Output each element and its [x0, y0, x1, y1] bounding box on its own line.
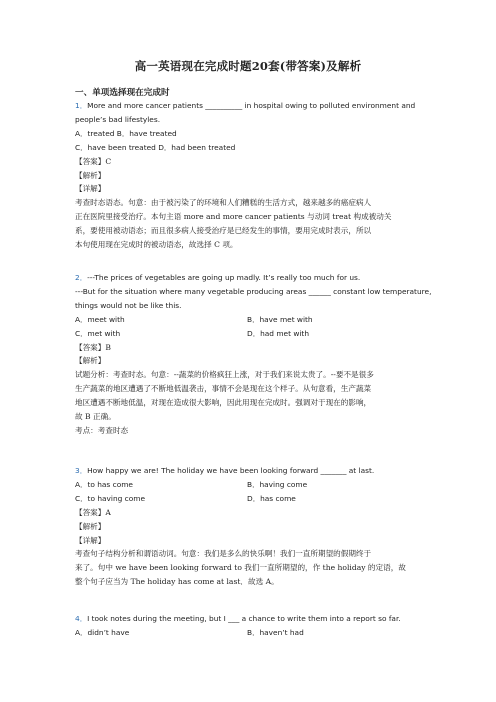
detail-label: 【详解】 — [75, 535, 106, 545]
explanation-line: 试题分析：考查时态。句意：--蔬菜的价格疯狂上涨，对于我们来说太贵了。--要不是很多 — [75, 370, 374, 380]
options-row — [75, 327, 420, 341]
explanation-line: 正在医院里接受治疗。本句主语 more and more cancer patients 与动词 treat 构成被动关 — [75, 212, 392, 222]
page-title: 高一英语现在完成时题20套(带答案)及解析 — [134, 59, 362, 73]
explanation-line: 系，要使用被动语态；而且很多病人接受治疗是已经发生的事情，要用完成时表示，所以 — [75, 226, 372, 236]
option-a: A．didn’t have — [75, 627, 130, 637]
explanation-line: 考查句子结构分析和谓语动词。句意：我们是多么的快乐啊！我们一直所期望的假期终于 — [75, 549, 372, 559]
section-heading: 一、单项选择现在完成时 — [75, 88, 170, 98]
options-row — [75, 626, 420, 640]
explanation-line: 来了。句中 we have been looking forward to 我们一直所期望的，作 the holiday 的定语，故 — [75, 563, 406, 573]
explanation-line: 生产蔬菜的地区遭遇了不断地低温袭击，事情不会是现在这个样子。从句意看，生产蔬菜 — [75, 384, 372, 394]
question-stem-line: ---But for the situation where many vegetable producing areas ______ constant low temperature, — [75, 286, 432, 296]
question-stem-line: ---The prices of vegetables are going up madly. It’s really too much for us. — [87, 273, 361, 282]
test-point: 考点：考查时态 — [75, 425, 129, 435]
answer-label: 【答案】C — [75, 156, 112, 166]
question-stem-line: things would not be like this. — [75, 300, 182, 310]
options-row — [75, 492, 420, 506]
options-row — [75, 313, 420, 327]
analysis-label: 【解析】 — [75, 356, 106, 366]
question-2 — [75, 271, 432, 438]
explanation-line: 故 B 正确。 — [75, 412, 116, 422]
option-b: B．having come — [247, 479, 308, 489]
answer-label: 【答案】B — [75, 342, 111, 352]
answer-label: 【答案】A — [75, 507, 111, 517]
question-number: 3． — [75, 466, 88, 475]
options-line: C．have been treated D．had been treated — [75, 142, 236, 152]
question-number: 4． — [75, 614, 88, 623]
question-stem-line: How happy we are! The holiday we have been looking forward _______ at last. — [87, 466, 375, 475]
question-stem-line: I took notes during the meeting, but I ___ a chance to write them into a report so far. — [87, 614, 401, 623]
question-number: 1． — [75, 101, 88, 110]
options-row — [75, 478, 420, 492]
option-d: D．had met with — [247, 328, 310, 338]
option-d: D．has come — [247, 493, 296, 503]
explanation-line: 地区遭遇不断地低温，对现在造成很大影响，因此用现在完成时。强调对于现在的影响， — [75, 398, 372, 408]
explanation-line: 考查时态语态。句意：由于被污染了的环境和人们糟糕的生活方式，越来越多的癌症病人 — [75, 198, 372, 208]
option-a: A．to has come — [75, 479, 133, 489]
question-3 — [75, 464, 420, 589]
options-line: A．treated B．have treated — [75, 128, 177, 138]
question-1 — [75, 99, 420, 252]
explanation-line: 本句使用现在完成时的被动语态，故选择 C 项。 — [75, 240, 238, 250]
analysis-label: 【解析】 — [75, 521, 106, 531]
option-b: B．haven’t had — [247, 627, 304, 637]
question-stem-line: More and more cancer patients __________ in hospital owing to polluted environment and — [87, 101, 416, 110]
explanation-line: 整个句子应当为 The holiday has come at last．故选 A。 — [75, 577, 279, 587]
option-c: C．to having come — [75, 493, 146, 503]
option-c: C．met with — [75, 328, 121, 338]
analysis-label: 【解析】 — [75, 170, 106, 180]
question-4 — [75, 612, 420, 640]
option-b: B．have met with — [247, 314, 313, 324]
question-stem-line: people’s bad lifestyles. — [75, 114, 161, 124]
option-a: A．meet with — [75, 314, 125, 324]
question-number: 2． — [75, 273, 88, 282]
detail-label: 【详解】 — [75, 184, 106, 194]
